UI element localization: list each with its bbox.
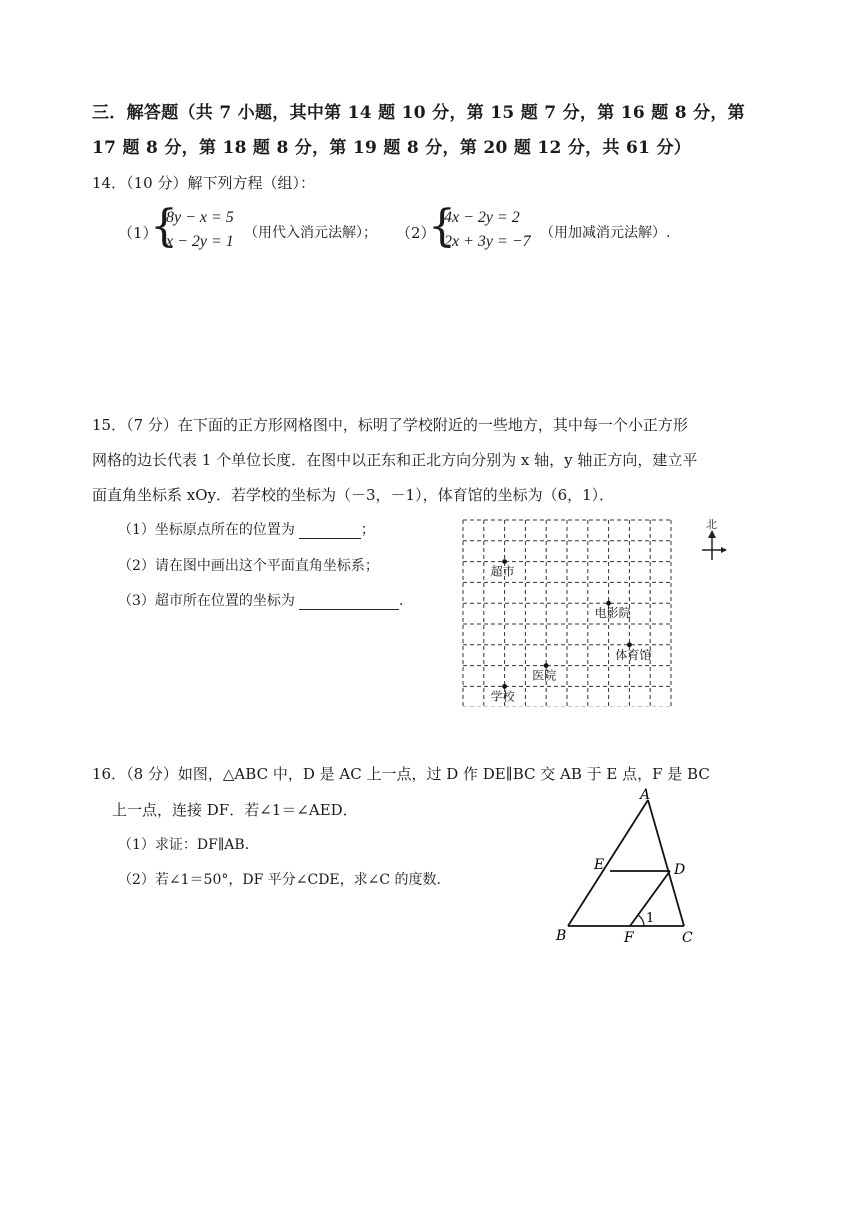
vertex-E-label: E bbox=[594, 857, 605, 873]
place-label: 超市 bbox=[490, 564, 515, 579]
q16-line1: 16．（8 分）如图，△ABC 中，D 是 AC 上一点，过 D 作 DE∥BC 交 AB 于 E 点，F 是 BC bbox=[92, 765, 710, 783]
q15-sub3-blank[interactable] bbox=[299, 593, 399, 610]
map-places bbox=[491, 559, 652, 703]
school-map-grid bbox=[455, 512, 685, 707]
q16-sub2: （2）若∠1＝50°，DF 平分∠CDE，求∠C 的度数． bbox=[118, 872, 451, 888]
q15-sub1 bbox=[118, 519, 375, 539]
compass-icon bbox=[696, 518, 732, 566]
section-title-line1: 三．解答题（共 7 小题，其中第 14 题 10 分，第 15 题 7 分，第 16 题 8 分，第 bbox=[92, 103, 745, 123]
angle-1-arc bbox=[638, 915, 644, 926]
q14-part1-eq1: 8y − x = 5 bbox=[166, 209, 234, 226]
place-point bbox=[627, 642, 632, 647]
place-point bbox=[502, 684, 507, 689]
q15-sub1-end: ； bbox=[360, 522, 375, 538]
place-label: 电影院 bbox=[594, 606, 631, 621]
q14-part2-eq2: 2x + 3y = −7 bbox=[444, 233, 531, 250]
vertex-D-label: D bbox=[674, 862, 686, 878]
place-point bbox=[502, 559, 507, 564]
vertex-F-label: F bbox=[624, 930, 634, 946]
q14-part1-eq2: x − 2y = 1 bbox=[166, 233, 234, 250]
q14-part1-note: （用代入消元法解）； bbox=[244, 225, 377, 241]
q14-part2-note: （用加减消元法解）. bbox=[540, 225, 671, 241]
vertex-C-label: C bbox=[682, 930, 693, 946]
place-point bbox=[544, 663, 549, 668]
q15-line2: 网格的边长代表 1 个单位长度．在图中以正东和正北方向分别为 x 轴，y 轴正方向，建立平 bbox=[92, 451, 698, 469]
angle-1-label: 1 bbox=[646, 911, 655, 926]
place-label: 学校 bbox=[490, 689, 515, 704]
triangle-figure bbox=[548, 788, 708, 950]
q16-line2: 上一点，连接 DF．若∠1＝∠AED． bbox=[112, 801, 358, 819]
q15-line1: 15．（7 分）在下面的正方形网格图中，标明了学校附近的一些地方，其中每一个小正方形 bbox=[92, 416, 688, 434]
vertex-A-label: A bbox=[640, 788, 651, 803]
place-label: 医院 bbox=[532, 668, 557, 683]
q14-heading: 14．（10 分）解下列方程（组）： bbox=[92, 174, 315, 192]
q14-part1-brace: { bbox=[150, 201, 178, 252]
q15-sub1-blank[interactable] bbox=[299, 522, 361, 539]
grid-lines bbox=[463, 520, 671, 707]
q14-part2-brace: { bbox=[428, 201, 456, 252]
compass-north-label: 北 bbox=[706, 518, 717, 531]
q15-sub3-end: . bbox=[398, 593, 404, 609]
section-title-line2: 17 题 8 分，第 18 题 8 分，第 19 题 8 分，第 20 题 12 分，共 61 分） bbox=[92, 138, 692, 158]
segment-AB bbox=[568, 800, 648, 926]
q14-part1-label: （1） bbox=[118, 224, 158, 242]
q15-line3: 面直角坐标系 xOy．若学校的坐标为（－3，－1），体育馆的坐标为（6，1）． bbox=[92, 486, 615, 504]
q14-part2-eq1: 4x − 2y = 2 bbox=[444, 209, 520, 226]
q15-sub1-text: （1）坐标原点所在的位置为 bbox=[118, 522, 295, 538]
q15-sub3 bbox=[118, 590, 403, 610]
vertex-B-label: B bbox=[556, 928, 567, 944]
q15-sub2: （2）请在图中画出这个平面直角坐标系； bbox=[118, 558, 379, 574]
q15-sub3-text: （3）超市所在位置的坐标为 bbox=[118, 593, 295, 609]
place-point bbox=[606, 601, 611, 606]
place-label: 体育馆 bbox=[615, 647, 652, 662]
q16-sub1: （1）求证：DF∥AB． bbox=[118, 837, 259, 853]
q14-part2-label: （2） bbox=[396, 224, 436, 242]
